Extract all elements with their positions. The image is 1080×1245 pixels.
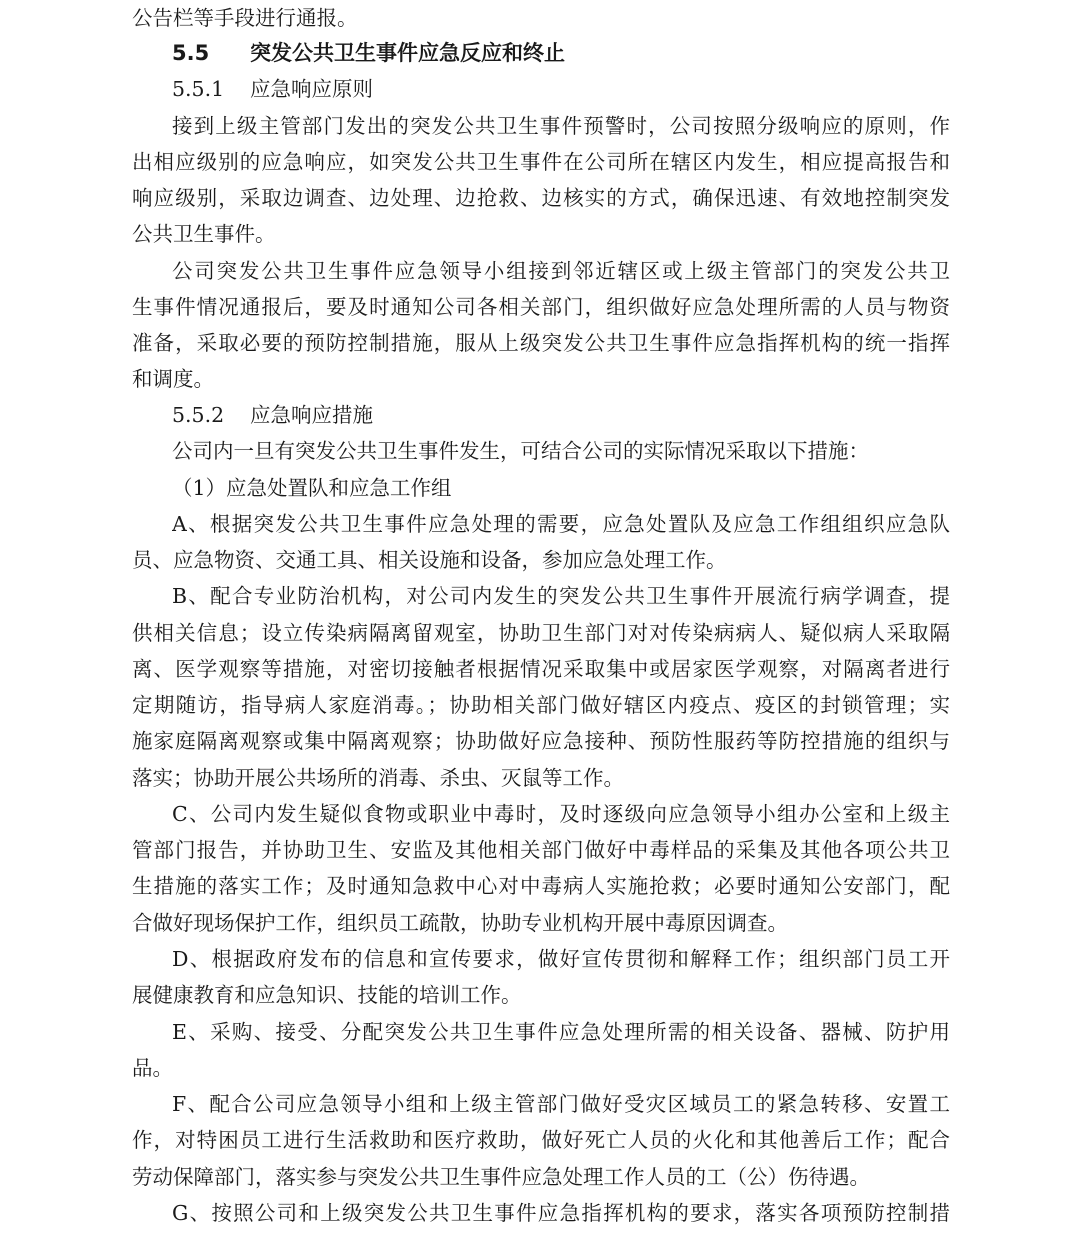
subsection-title: 应急响应措施 bbox=[250, 403, 373, 427]
paragraph-line: 定期随访，指导病人家庭消毒。；协助相关部门做好辖区内疫点、疫区的封锁管理；实 bbox=[132, 693, 950, 717]
paragraph-line: 公司突发公共卫生事件应急领导小组接到邻近辖区或上级主管部门的突发公共卫 bbox=[172, 259, 950, 283]
paragraph-line: 生措施的落实工作；及时通知急救中心对中毒病人实施抢救；必要时通知公安部门，配 bbox=[132, 874, 950, 898]
paragraph-line: 管部门报告，并协助卫生、安监及其他相关部门做好中毒样品的采集及其他各项公共卫 bbox=[132, 838, 950, 862]
paragraph-line: 落实；协助开展公共场所的消毒、杀虫、灭鼠等工作。 bbox=[132, 766, 624, 790]
subsection-title: 应急响应原则 bbox=[250, 77, 373, 101]
paragraph-line: 准备，采取必要的预防控制措施，服从上级突发公共卫生事件应急指挥机构的统一指挥 bbox=[132, 331, 950, 355]
paragraph-line: 生事件情况通报后，要及时通知公司各相关部门，组织做好应急处理所需的人员与物资 bbox=[132, 295, 950, 319]
section-number: 5.5 bbox=[172, 41, 210, 65]
paragraph-line: 公告栏等手段进行通报。 bbox=[132, 6, 358, 30]
section-title: 突发公共卫生事件应急反应和终止 bbox=[250, 41, 565, 65]
subsection-heading bbox=[172, 76, 373, 102]
paragraph-line: 供相关信息；设立传染病隔离留观室，协助卫生部门对对传染病病人、疑似病人采取隔 bbox=[132, 621, 950, 645]
paragraph-line: 施家庭隔离观察或集中隔离观察；协助做好应急接种、预防性服药等防控措施的组织与 bbox=[132, 729, 950, 753]
paragraph-line: 合做好现场保护工作，组织员工疏散，协助专业机构开展中毒原因调查。 bbox=[132, 911, 788, 935]
section-heading bbox=[172, 40, 565, 66]
paragraph-line: 劳动保障部门，落实参与突发公共卫生事件应急处理工作人员的工（公）伤待遇。 bbox=[132, 1165, 870, 1189]
paragraph-line: 和调度。 bbox=[132, 367, 214, 391]
paragraph-line: C、公司内发生疑似食物或职业中毒时，及时逐级向应急领导小组办公室和上级主 bbox=[172, 802, 950, 826]
paragraph-line: 离、医学观察等措施，对密切接触者根据情况采取集中或居家医学观察，对隔离者进行 bbox=[132, 657, 950, 681]
paragraph-line: 公司内一旦有突发公共卫生事件发生，可结合公司的实际情况采取以下措施： bbox=[172, 439, 869, 463]
paragraph-line: 品。 bbox=[132, 1056, 173, 1080]
paragraph-line: A、根据突发公共卫生事件应急处理的需要，应急处置队及应急工作组组织应急队 bbox=[172, 512, 950, 536]
subsection-heading bbox=[172, 402, 373, 428]
paragraph-line: G、按照公司和上级突发公共卫生事件应急指挥机构的要求，落实各项预防控制措 bbox=[172, 1201, 950, 1225]
paragraph-line: 员、应急物资、交通工具、相关设施和设备，参加应急处理工作。 bbox=[132, 548, 727, 572]
subsection-number: 5.5.1 bbox=[172, 77, 225, 101]
paragraph-line: 公共卫生事件。 bbox=[132, 222, 276, 246]
paragraph-line: F、配合公司应急领导小组和上级主管部门做好受灾区域员工的紧急转移、安置工 bbox=[172, 1092, 950, 1116]
list-heading: （1）应急处置队和应急工作组 bbox=[172, 476, 452, 500]
paragraph-line: 作，对特困员工进行生活救助和医疗救助，做好死亡人员的火化和其他善后工作；配合 bbox=[132, 1128, 950, 1152]
subsection-number: 5.5.2 bbox=[172, 403, 225, 427]
paragraph-line: B、配合专业防治机构，对公司内发生的突发公共卫生事件开展流行病学调查，提 bbox=[172, 584, 950, 608]
paragraph-line: 出相应级别的应急响应，如突发公共卫生事件在公司所在辖区内发生，相应提高报告和 bbox=[132, 150, 950, 174]
paragraph-line: 展健康教育和应急知识、技能的培训工作。 bbox=[132, 983, 522, 1007]
paragraph-line: D、根据政府发布的信息和宣传要求，做好宣传贯彻和解释工作；组织部门员工开 bbox=[172, 947, 950, 971]
paragraph-line: 响应级别，采取边调查、边处理、边抢救、边核实的方式，确保迅速、有效地控制突发 bbox=[132, 186, 950, 210]
paragraph-line: 接到上级主管部门发出的突发公共卫生事件预警时，公司按照分级响应的原则，作 bbox=[172, 114, 950, 138]
paragraph-line: E、采购、接受、分配突发公共卫生事件应急处理所需的相关设备、器械、防护用 bbox=[172, 1020, 950, 1044]
